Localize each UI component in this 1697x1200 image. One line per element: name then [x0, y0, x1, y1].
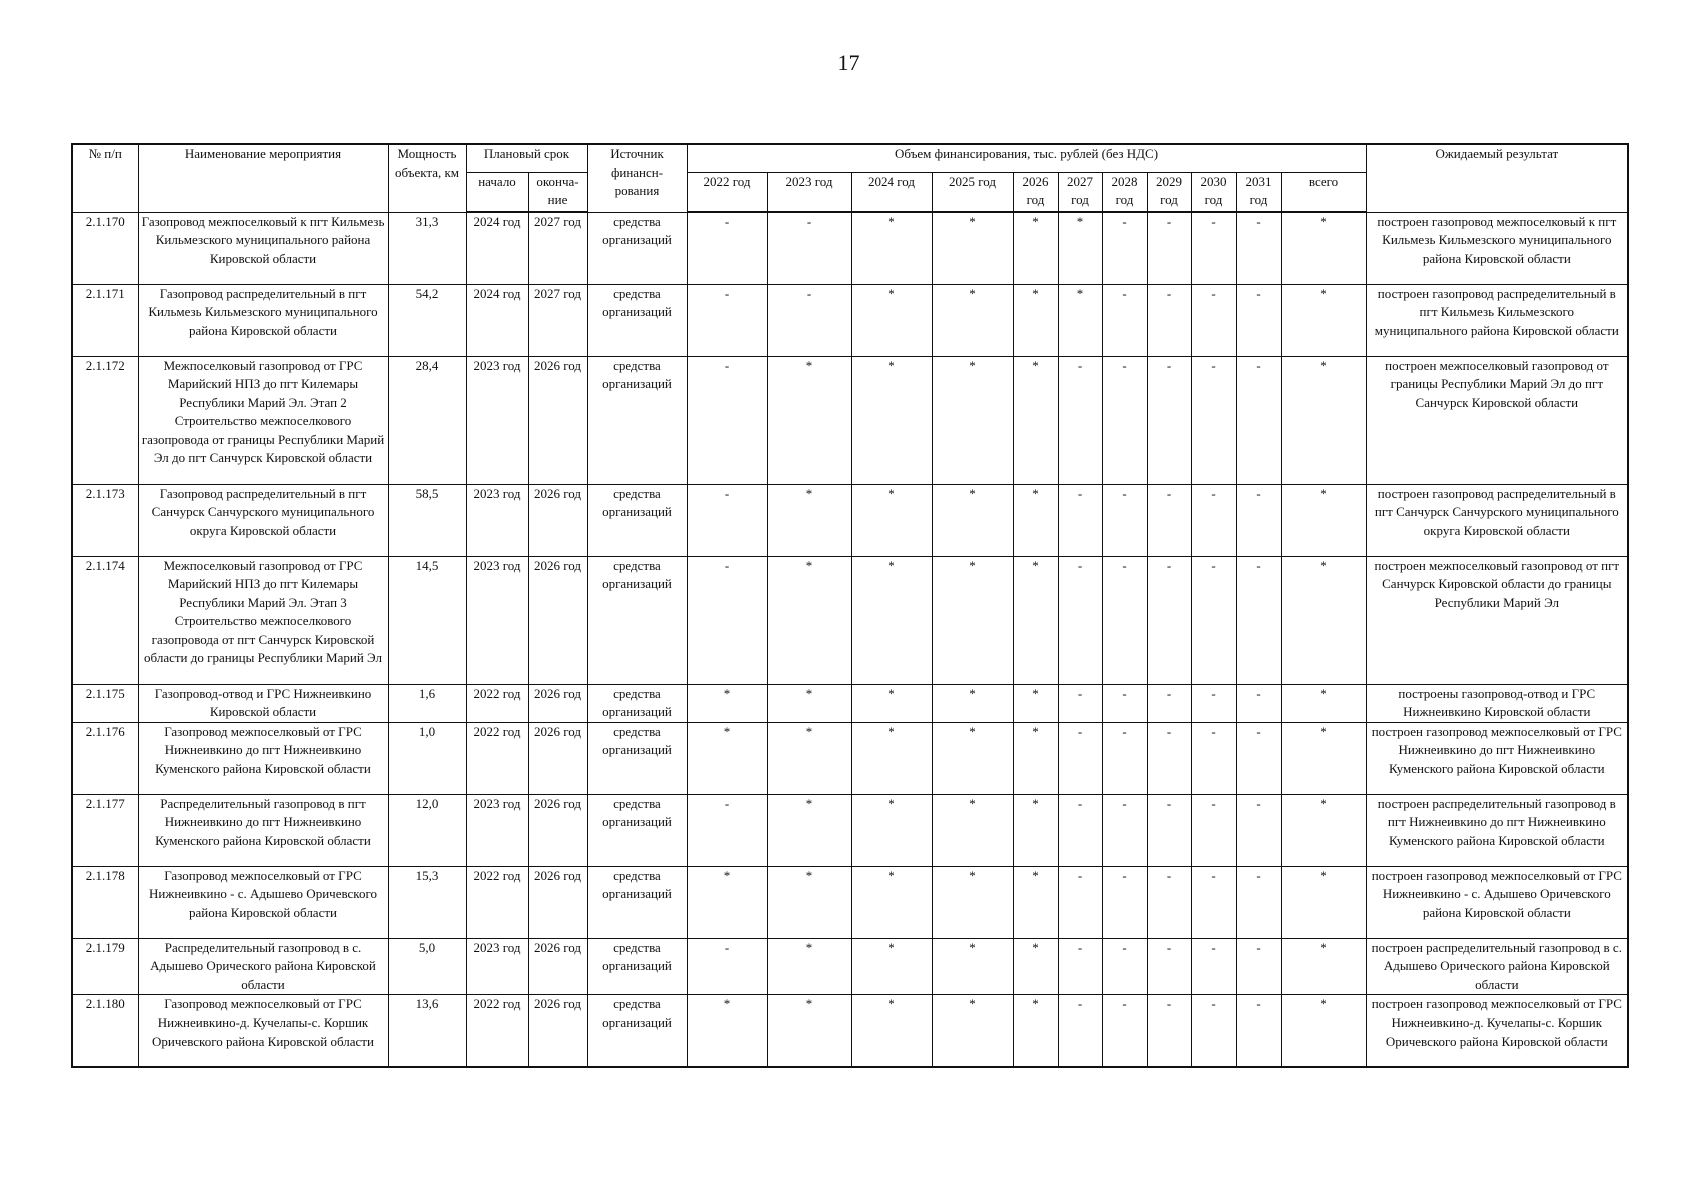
cell-year-value: *	[932, 722, 1013, 794]
header-total: всего	[1281, 172, 1366, 212]
cell-start: 2022 год	[466, 722, 528, 794]
cell-year-value: -	[1236, 995, 1281, 1067]
cell-year-value: -	[1191, 995, 1236, 1067]
cell-year-value: -	[1191, 356, 1236, 484]
cell-year-value: -	[1058, 684, 1102, 722]
cell-year-value: *	[932, 356, 1013, 484]
cell-year-value: *	[1058, 212, 1102, 284]
cell-year-value: -	[1058, 995, 1102, 1067]
header-num: № п/п	[72, 144, 138, 212]
cell-year-value: *	[932, 866, 1013, 938]
cell-year-value: -	[1102, 938, 1147, 995]
cell-year-value: -	[1191, 938, 1236, 995]
cell-total: *	[1281, 484, 1366, 556]
cell-num: 2.1.172	[72, 356, 138, 484]
cell-start: 2022 год	[466, 995, 528, 1067]
cell-result: построен газопровод межпоселковый от ГРС Нижнеивкино - с. Адышево Оричевского района Кировской области	[1366, 866, 1628, 938]
cell-year-value: *	[851, 484, 932, 556]
cell-year-value: *	[932, 284, 1013, 356]
cell-capacity: 15,3	[388, 866, 466, 938]
header-source: Источник финансн-рования	[587, 144, 687, 212]
cell-year-value: -	[1058, 866, 1102, 938]
cell-year-value: *	[767, 794, 851, 866]
cell-year-value: *	[767, 356, 851, 484]
cell-end: 2026 год	[528, 722, 587, 794]
cell-capacity: 14,5	[388, 556, 466, 684]
cell-num: 2.1.177	[72, 794, 138, 866]
cell-name: Распределительный газопровод в с. Адышево Орического района Кировской области	[138, 938, 388, 995]
cell-year-value: -	[1147, 684, 1191, 722]
cell-source: средства организаций	[587, 484, 687, 556]
table-header	[72, 144, 1628, 212]
header-year: 2029 год	[1147, 172, 1191, 212]
header-end: оконча-ние	[528, 172, 587, 212]
cell-year-value: *	[932, 794, 1013, 866]
cell-num: 2.1.179	[72, 938, 138, 995]
cell-name: Газопровод межпоселковый от ГРС Нижнеивкино до пгт Нижнеивкино Куменского района Кировской области	[138, 722, 388, 794]
cell-year-value: *	[932, 556, 1013, 684]
cell-year-value: -	[1058, 794, 1102, 866]
cell-year-value: -	[1191, 484, 1236, 556]
cell-year-value: -	[1147, 938, 1191, 995]
table-row	[72, 794, 1628, 866]
cell-year-value: *	[1013, 722, 1058, 794]
cell-total: *	[1281, 722, 1366, 794]
header-year: 2026 год	[1013, 172, 1058, 212]
cell-year-value: -	[1102, 866, 1147, 938]
cell-year-value: -	[687, 484, 767, 556]
cell-year-value: *	[851, 684, 932, 722]
cell-source: средства организаций	[587, 722, 687, 794]
cell-year-value: *	[767, 484, 851, 556]
cell-year-value: -	[1102, 484, 1147, 556]
cell-source: средства организаций	[587, 212, 687, 284]
cell-end: 2026 год	[528, 684, 587, 722]
table-row	[72, 212, 1628, 284]
cell-source: средства организаций	[587, 794, 687, 866]
cell-year-value: -	[1147, 556, 1191, 684]
cell-capacity: 28,4	[388, 356, 466, 484]
cell-name: Газопровод-отвод и ГРС Нижнеивкино Кировской области	[138, 684, 388, 722]
cell-result: построен распределительный газопровод в пгт Нижнеивкино до пгт Нижнеивкино Куменского района Кировской области	[1366, 794, 1628, 866]
cell-year-value: -	[1102, 556, 1147, 684]
header-year: 2024 год	[851, 172, 932, 212]
cell-year-value: *	[932, 684, 1013, 722]
cell-year-value: -	[1191, 722, 1236, 794]
cell-capacity: 13,6	[388, 995, 466, 1067]
cell-year-value: *	[851, 356, 932, 484]
cell-year-value: *	[851, 995, 932, 1067]
cell-total: *	[1281, 684, 1366, 722]
header-year: 2031 год	[1236, 172, 1281, 212]
cell-source: средства организаций	[587, 684, 687, 722]
cell-source: средства организаций	[587, 866, 687, 938]
cell-year-value: *	[687, 995, 767, 1067]
cell-name: Межпоселковый газопровод от ГРС Марийский НПЗ до пгт Килемары Республики Марий Эл. Этап 2 Строительство межпоселкового газопровода от границы Республики Марий Эл до пгт Санчурск Кировской области	[138, 356, 388, 484]
cell-year-value: *	[767, 722, 851, 794]
cell-year-value: -	[1236, 722, 1281, 794]
cell-name: Газопровод межпоселковый от ГРС Нижнеивкино-д. Кучелапы-с. Коршик Оричевского района Кировской области	[138, 995, 388, 1067]
cell-year-value: *	[851, 866, 932, 938]
cell-result: построен межпоселковый газопровод от границы Республики Марий Эл до пгт Санчурск Кировской области	[1366, 356, 1628, 484]
cell-year-value: -	[1236, 866, 1281, 938]
table-row	[72, 356, 1628, 484]
table-row	[72, 284, 1628, 356]
cell-year-value: *	[767, 556, 851, 684]
cell-year-value: *	[1013, 938, 1058, 995]
cell-total: *	[1281, 794, 1366, 866]
cell-name: Газопровод межпоселковый от ГРС Нижнеивкино - с. Адышево Оричевского района Кировской области	[138, 866, 388, 938]
cell-year-value: -	[1102, 794, 1147, 866]
cell-year-value: -	[1191, 794, 1236, 866]
cell-total: *	[1281, 866, 1366, 938]
cell-year-value: *	[932, 484, 1013, 556]
cell-source: средства организаций	[587, 938, 687, 995]
cell-end: 2026 год	[528, 484, 587, 556]
cell-year-value: -	[1058, 722, 1102, 794]
cell-total: *	[1281, 938, 1366, 995]
cell-year-value: -	[687, 556, 767, 684]
cell-num: 2.1.176	[72, 722, 138, 794]
header-result: Ожидаемый результат	[1366, 144, 1628, 212]
cell-year-value: -	[1102, 356, 1147, 484]
program-table	[71, 143, 1629, 1068]
header-funding: Объем финансирования, тыс. рублей (без НДС)	[687, 144, 1366, 172]
cell-year-value: -	[1236, 938, 1281, 995]
cell-capacity: 1,0	[388, 722, 466, 794]
cell-num: 2.1.180	[72, 995, 138, 1067]
cell-year-value: -	[1236, 284, 1281, 356]
cell-start: 2022 год	[466, 684, 528, 722]
table-row	[72, 866, 1628, 938]
cell-name: Распределительный газопровод в пгт Нижнеивкино до пгт Нижнеивкино Куменского района Кировской области	[138, 794, 388, 866]
cell-year-value: *	[1013, 212, 1058, 284]
cell-year-value: -	[1102, 212, 1147, 284]
cell-year-value: -	[1058, 556, 1102, 684]
cell-year-value: -	[1147, 356, 1191, 484]
cell-num: 2.1.173	[72, 484, 138, 556]
cell-end: 2027 год	[528, 284, 587, 356]
cell-year-value: -	[1147, 866, 1191, 938]
cell-year-value: -	[1147, 794, 1191, 866]
cell-year-value: *	[851, 284, 932, 356]
cell-source: средства организаций	[587, 356, 687, 484]
cell-name: Газопровод распределительный в пгт Кильмезь Кильмезского муниципального района Кировской области	[138, 284, 388, 356]
cell-end: 2026 год	[528, 938, 587, 995]
cell-year-value: -	[1102, 722, 1147, 794]
cell-total: *	[1281, 212, 1366, 284]
cell-year-value: -	[1236, 212, 1281, 284]
cell-year-value: -	[1147, 284, 1191, 356]
table-row	[72, 684, 1628, 722]
cell-year-value: *	[1058, 284, 1102, 356]
cell-start: 2024 год	[466, 284, 528, 356]
cell-year-value: *	[687, 866, 767, 938]
cell-result: построен газопровод межпоселковый к пгт Кильмезь Кильмезского муниципального района Кировской области	[1366, 212, 1628, 284]
header-year: 2030 год	[1191, 172, 1236, 212]
header-capacity: Мощность объекта, км	[388, 144, 466, 212]
cell-year-value: -	[687, 794, 767, 866]
cell-num: 2.1.175	[72, 684, 138, 722]
header-year: 2027 год	[1058, 172, 1102, 212]
cell-year-value: -	[1058, 484, 1102, 556]
cell-year-value: *	[1013, 556, 1058, 684]
cell-year-value: -	[1147, 995, 1191, 1067]
cell-capacity: 58,5	[388, 484, 466, 556]
header-start: начало	[466, 172, 528, 212]
cell-year-value: -	[767, 212, 851, 284]
cell-year-value: *	[767, 995, 851, 1067]
cell-year-value: *	[1013, 356, 1058, 484]
cell-capacity: 54,2	[388, 284, 466, 356]
cell-year-value: -	[1236, 556, 1281, 684]
cell-result: построен газопровод распределительный в пгт Санчурск Санчурского муниципального округа Кировской области	[1366, 484, 1628, 556]
cell-year-value: *	[932, 938, 1013, 995]
cell-name: Межпоселковый газопровод от ГРС Марийский НПЗ до пгт Килемары Республики Марий Эл. Этап 3 Строительство межпоселкового газопровода от пгт Санчурск Кировской области до границы Республики Марий Эл	[138, 556, 388, 684]
cell-year-value: -	[1191, 684, 1236, 722]
cell-num: 2.1.174	[72, 556, 138, 684]
cell-year-value: *	[687, 722, 767, 794]
cell-year-value: -	[1058, 938, 1102, 995]
cell-year-value: -	[1236, 794, 1281, 866]
cell-year-value: -	[1147, 484, 1191, 556]
cell-year-value: *	[767, 866, 851, 938]
cell-source: средства организаций	[587, 284, 687, 356]
header-year: 2025 год	[932, 172, 1013, 212]
cell-end: 2026 год	[528, 995, 587, 1067]
table-row	[72, 556, 1628, 684]
cell-total: *	[1281, 284, 1366, 356]
cell-year-value: -	[1058, 356, 1102, 484]
table-row	[72, 484, 1628, 556]
cell-num: 2.1.171	[72, 284, 138, 356]
cell-capacity: 31,3	[388, 212, 466, 284]
table-body	[72, 212, 1628, 1067]
table-row	[72, 722, 1628, 794]
cell-num: 2.1.170	[72, 212, 138, 284]
cell-total: *	[1281, 556, 1366, 684]
cell-year-value: *	[1013, 995, 1058, 1067]
cell-start: 2023 год	[466, 356, 528, 484]
cell-result: построен межпоселковый газопровод от пгт Санчурск Кировской области до границы Республики Марий Эл	[1366, 556, 1628, 684]
header-year: 2028 год	[1102, 172, 1147, 212]
page-number: 17	[837, 50, 860, 75]
cell-year-value: *	[767, 938, 851, 995]
cell-year-value: -	[687, 212, 767, 284]
cell-year-value: -	[687, 356, 767, 484]
cell-start: 2024 год	[466, 212, 528, 284]
cell-result: построен газопровод межпоселковый от ГРС Нижнеивкино до пгт Нижнеивкино Куменского района Кировской области	[1366, 722, 1628, 794]
cell-year-value: *	[1013, 866, 1058, 938]
cell-year-value: -	[1147, 212, 1191, 284]
cell-end: 2026 год	[528, 556, 587, 684]
cell-year-value: *	[851, 938, 932, 995]
cell-name: Газопровод межпоселковый к пгт Кильмезь Кильмезского муниципального района Кировской области	[138, 212, 388, 284]
cell-name: Газопровод распределительный в пгт Санчурск Санчурского муниципального округа Кировской области	[138, 484, 388, 556]
cell-year-value: *	[1013, 794, 1058, 866]
cell-year-value: -	[1191, 284, 1236, 356]
cell-year-value: *	[932, 212, 1013, 284]
cell-year-value: -	[1102, 684, 1147, 722]
cell-result: построен распределительный газопровод в с. Адышево Орического района Кировской области	[1366, 938, 1628, 995]
cell-year-value: -	[687, 938, 767, 995]
cell-source: средства организаций	[587, 995, 687, 1067]
cell-capacity: 12,0	[388, 794, 466, 866]
cell-year-value: *	[1013, 484, 1058, 556]
table-row	[72, 995, 1628, 1067]
cell-year-value: -	[1236, 356, 1281, 484]
cell-year-value: -	[1236, 684, 1281, 722]
cell-end: 2026 год	[528, 866, 587, 938]
header-name: Наименование мероприятия	[138, 144, 388, 212]
cell-year-value: *	[851, 556, 932, 684]
cell-year-value: -	[1147, 722, 1191, 794]
cell-total: *	[1281, 356, 1366, 484]
cell-start: 2023 год	[466, 556, 528, 684]
header-plan-term: Плановый срок	[466, 144, 587, 172]
cell-num: 2.1.178	[72, 866, 138, 938]
header-year: 2022 год	[687, 172, 767, 212]
cell-end: 2026 год	[528, 794, 587, 866]
cell-end: 2026 год	[528, 356, 587, 484]
cell-year-value: *	[687, 684, 767, 722]
cell-result: построен газопровод межпоселковый от ГРС Нижнеивкино-д. Кучелапы-с. Коршик Оричевского района Кировской области	[1366, 995, 1628, 1067]
cell-year-value: *	[932, 995, 1013, 1067]
cell-start: 2023 год	[466, 938, 528, 995]
cell-start: 2023 год	[466, 794, 528, 866]
cell-year-value: *	[767, 684, 851, 722]
cell-year-value: -	[1191, 556, 1236, 684]
cell-total: *	[1281, 995, 1366, 1067]
cell-year-value: -	[1236, 484, 1281, 556]
cell-year-value: -	[767, 284, 851, 356]
cell-result: построены газопровод-отвод и ГРС Нижнеивкино Кировской области	[1366, 684, 1628, 722]
cell-year-value: *	[851, 212, 932, 284]
cell-start: 2022 год	[466, 866, 528, 938]
cell-year-value: -	[687, 284, 767, 356]
cell-year-value: *	[1013, 284, 1058, 356]
cell-year-value: *	[851, 722, 932, 794]
header-year: 2023 год	[767, 172, 851, 212]
cell-year-value: *	[851, 794, 932, 866]
cell-end: 2027 год	[528, 212, 587, 284]
cell-year-value: -	[1191, 866, 1236, 938]
cell-year-value: -	[1102, 284, 1147, 356]
cell-result: построен газопровод распределительный в пгт Кильмезь Кильмезского муниципального района Кировской области	[1366, 284, 1628, 356]
cell-start: 2023 год	[466, 484, 528, 556]
cell-capacity: 5,0	[388, 938, 466, 995]
cell-year-value: -	[1102, 995, 1147, 1067]
cell-source: средства организаций	[587, 556, 687, 684]
cell-year-value: *	[1013, 684, 1058, 722]
table-row	[72, 938, 1628, 995]
cell-capacity: 1,6	[388, 684, 466, 722]
cell-year-value: -	[1191, 212, 1236, 284]
